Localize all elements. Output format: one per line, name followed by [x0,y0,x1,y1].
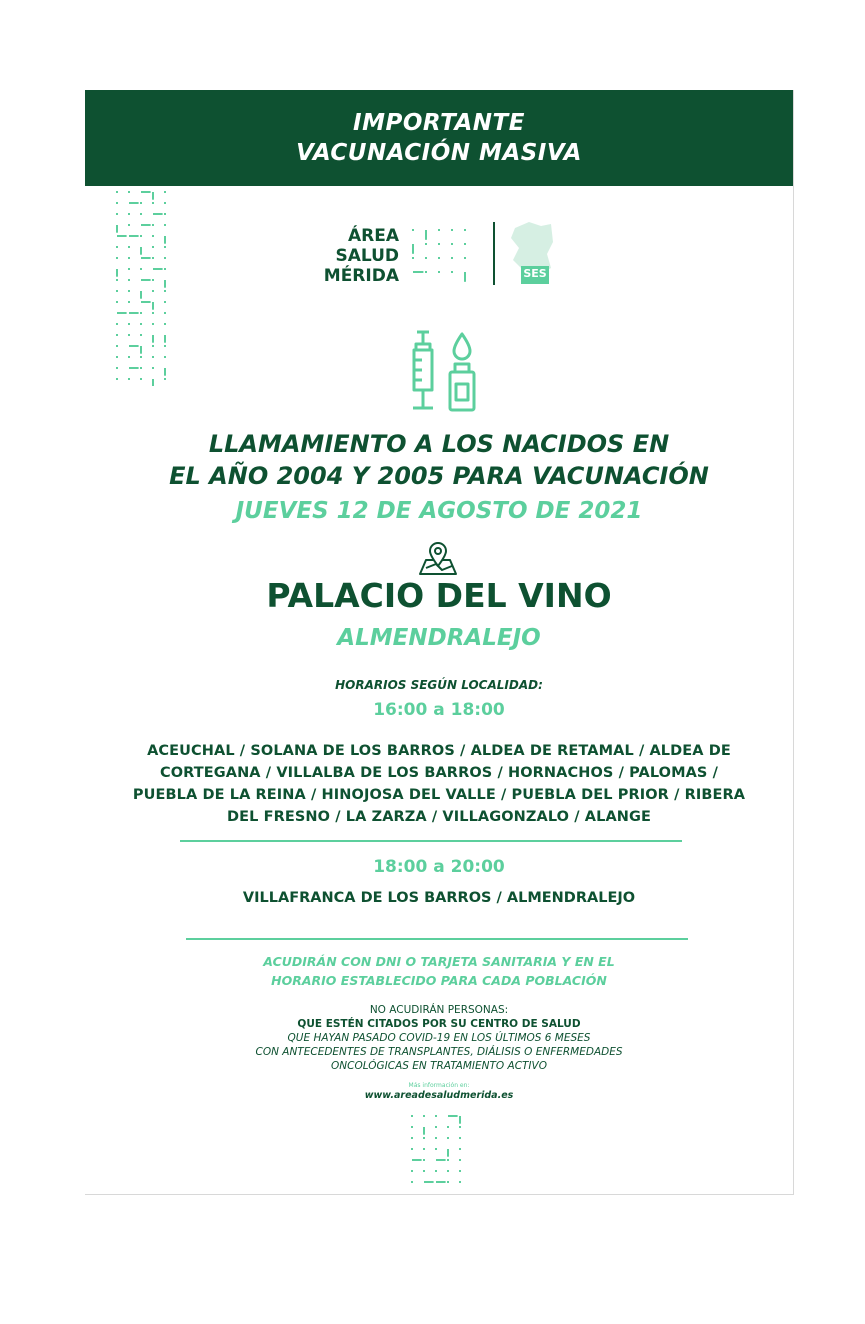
decorative-dot [140,367,142,369]
decorative-dot [447,1170,449,1172]
decorative-dot [116,213,118,215]
decorative-dot [116,257,118,259]
decorative-dot [153,213,163,215]
decorative-dot [141,257,151,259]
decorative-dot [116,225,118,233]
decorative-dot [451,271,453,273]
decorative-dot [152,345,154,347]
decorative-dot [128,213,130,215]
decorative-dot [129,235,139,237]
decorative-dot [424,1181,434,1183]
decorative-dot [140,356,142,358]
exclusions [85,1003,793,1073]
exclusion-item-2: QUE HAYAN PASADO COVID-19 EN LOS ÚLTIMOS 6 MESES [287,1032,591,1044]
decorative-dot [140,312,142,314]
decorative-dot [438,243,440,245]
decorative-dot [447,1159,449,1161]
decorative-dot [116,191,118,193]
slot1-towns-line-1: ACEUCHAL / SOLANA DE LOS BARROS / ALDEA DE RETAMAL / ALDEA DE [147,743,731,759]
slot1-towns-line-4: DEL FRESNO / LA ZARZA / VILLAGONZALO / ALANGE [226,809,652,825]
decorative-dot [412,1159,422,1161]
decorative-dot [129,202,139,204]
decorative-dot [425,257,427,259]
decorative-dot [164,378,166,380]
decorative-dot [411,1181,413,1183]
decorative-dot [438,257,440,259]
decorative-dot [116,246,118,248]
decorative-dot [140,378,142,380]
logo-line-area: ÁREA [347,226,399,246]
decorative-dot [164,356,166,358]
slot1-towns [85,740,793,828]
decorative-dot [451,229,453,231]
decorative-dot [423,1127,425,1135]
decorative-dot [116,378,118,380]
more-info-label: Más información en: [408,1082,470,1089]
decorative-dot [140,202,142,204]
exclusion-item-4: ONCOLÓGICAS EN TRATAMIENTO ACTIVO [331,1060,547,1072]
decorative-dot [459,1137,461,1139]
decorative-dot [153,268,163,270]
decorative-dot [116,290,118,292]
decorative-dot [152,290,154,292]
decorative-dot [140,213,142,215]
poster [85,90,794,1195]
decorative-dot [438,271,440,273]
decorative-dot [140,268,142,270]
decorative-dot [464,243,466,245]
logo-line-salud: SALUD [335,246,399,266]
decorative-dot [116,356,118,358]
decorative-dot [164,257,166,259]
divider-1 [180,840,682,842]
decorative-dot [435,1126,437,1128]
vaccine-icon [407,330,479,414]
decorative-dot [425,230,427,240]
venue-city: ALMENDRALEJO [337,625,541,651]
id-notice-line-1: ACUDIRÁN CON DNI O TARJETA SANITARIA Y EN EL [263,954,615,969]
decorative-dot [152,224,154,226]
decorative-dot [140,291,142,299]
decorative-dot [128,279,130,281]
decorative-dot [152,192,154,200]
decorative-dot [411,1170,413,1172]
decorative-dot [128,224,130,226]
decorative-dot [152,257,154,259]
divider-2 [186,938,688,940]
decorative-dot [140,235,142,237]
decorative-dot [412,244,414,254]
decorative-dot [140,323,142,325]
decorative-dot [438,229,440,231]
decorative-dot [128,290,130,292]
decorative-dot [152,246,154,248]
decorative-dot [128,301,130,303]
decorative-dot [152,202,154,204]
decorative-dot [412,229,414,231]
decorative-dot [423,1170,425,1172]
decorative-dot [459,1181,461,1183]
decorative-dot [423,1115,425,1117]
exclusions-heading: NO ACUDIRÁN PERSONAS: [369,1004,509,1016]
dot-pattern-decoration-bottom [410,1114,472,1194]
decorative-dot [425,271,427,273]
logo-line-merida: MÉRIDA [323,266,399,286]
decorative-dot [464,257,466,259]
decorative-dot [116,202,118,204]
decorative-dot [141,191,151,193]
decorative-dot [436,1159,446,1161]
decorative-dot [116,367,118,369]
venue-name: PALACIO DEL VINO [266,576,612,615]
map-pin-icon [418,542,458,576]
decorative-dot [447,1137,449,1139]
header-subtitle: VACUNACIÓN MASIVA [296,140,582,166]
decorative-dot [128,356,130,358]
decorative-dot [411,1126,413,1128]
decorative-dot [164,290,166,292]
decorative-dot [152,279,154,281]
decorative-dot [164,301,166,303]
decorative-dot [117,235,127,237]
logo-divider [493,222,495,285]
decorative-dot [140,346,142,354]
decorative-dot [129,367,139,369]
decorative-dot [459,1159,461,1161]
decorative-dot [141,301,151,303]
decorative-dot [164,268,166,270]
decorative-dot [435,1115,437,1117]
decorative-dot [411,1137,413,1139]
schedule-label: HORARIOS SEGÚN LOCALIDAD: [335,678,543,692]
decorative-dot [464,229,466,231]
decorative-dot [164,345,166,347]
decorative-dot [152,235,154,237]
exclusion-item-3: CON ANTECEDENTES DE TRANSPLANTES, DIÁLISIS O ENFERMEDADES [255,1046,623,1058]
slot2-time: 18:00 a 20:00 [373,857,505,877]
decorative-dot [116,345,118,347]
header-title: IMPORTANTE [353,110,525,136]
decorative-dot [152,356,154,358]
decorative-dot [141,224,151,226]
id-notice [85,952,793,990]
decorative-dot [459,1126,461,1128]
decorative-dot [435,1137,437,1139]
decorative-dot [459,1116,461,1124]
decorative-dot [128,378,130,380]
decorative-dot [116,334,118,336]
decorative-dot [152,312,154,314]
decorative-dot [164,246,166,248]
decorative-dot [128,334,130,336]
decorative-dot [164,224,166,226]
decorative-dot [412,257,414,259]
decorative-dot [164,191,166,193]
decorative-dot [164,236,166,244]
decorative-dot [164,213,166,215]
decorative-dot [152,335,154,343]
decorative-dot [116,301,118,303]
decorative-dot [152,379,154,386]
decorative-dot [116,279,118,281]
decorative-dot [116,269,118,277]
decorative-dot [128,257,130,259]
decorative-dot [164,368,166,376]
decorative-dot [447,1149,449,1157]
decorative-dot [128,191,130,193]
decorative-dot [451,243,453,245]
decorative-dot [448,1115,458,1117]
decorative-dot [464,272,466,282]
decorative-dot [447,1181,449,1183]
decorative-dot [164,335,166,343]
decorative-dot [423,1137,425,1139]
dot-pattern-decoration [115,190,177,386]
decorative-dot [451,257,453,259]
headline [85,428,793,492]
decorative-dot [436,1181,446,1183]
decorative-dot [411,1148,413,1150]
area-salud-logo [315,220,565,290]
decorative-dot [425,243,427,245]
decorative-dot [164,312,166,314]
decorative-dot [435,1148,437,1150]
headline-line-2: EL AÑO 2004 Y 2005 PARA VACUNACIÓN [169,462,709,490]
decorative-dot [129,345,139,347]
decorative-dot [140,247,142,255]
slot1-time: 16:00 a 18:00 [373,700,505,720]
exclusion-item-1: QUE ESTÉN CITADOS POR SU CENTRO DE SALUD [297,1018,581,1030]
decorative-dot [117,312,127,314]
decorative-dot [116,323,118,325]
decorative-dot [164,323,166,325]
header-banner [85,90,793,186]
decorative-dot [423,1148,425,1150]
decorative-dot [459,1170,461,1172]
event-date: JUEVES 12 DE AGOSTO DE 2021 [235,498,643,524]
decorative-dot [152,367,154,369]
decorative-dot [140,334,142,336]
decorative-dot [459,1148,461,1150]
decorative-dot [413,271,423,273]
slot2-towns: VILLAFRANCA DE LOS BARROS / ALMENDRALEJO [242,890,636,906]
website-link[interactable]: www.areadesaludmerida.es [364,1090,514,1101]
decorative-dot [411,1115,413,1117]
decorative-dot [423,1159,425,1161]
decorative-dot [435,1170,437,1172]
headline-line-1: LLAMAMIENTO A LOS NACIDOS EN [208,430,670,458]
id-notice-line-2: HORARIO ESTABLECIDO PARA CADA POBLACIÓN [271,973,607,988]
slot1-towns-line-3: PUEBLA DE LA REINA / HINOJOSA DEL VALLE / PUEBLA DEL PRIOR / RIBERA [132,787,746,803]
decorative-dot [128,323,130,325]
decorative-dot [128,268,130,270]
slot1-towns-line-2: CORTEGANA / VILLALBA DE LOS BARROS / HORNACHOS / PALOMAS / [159,765,719,781]
decorative-dot [128,246,130,248]
decorative-dot [152,302,154,310]
decorative-dot [164,280,166,288]
decorative-dot [164,202,166,204]
decorative-dot [152,323,154,325]
logo-dot-pattern [411,228,475,284]
decorative-dot [129,312,139,314]
decorative-dot [447,1126,449,1128]
decorative-dot [141,279,151,281]
ses-badge-text: SES [523,267,547,280]
